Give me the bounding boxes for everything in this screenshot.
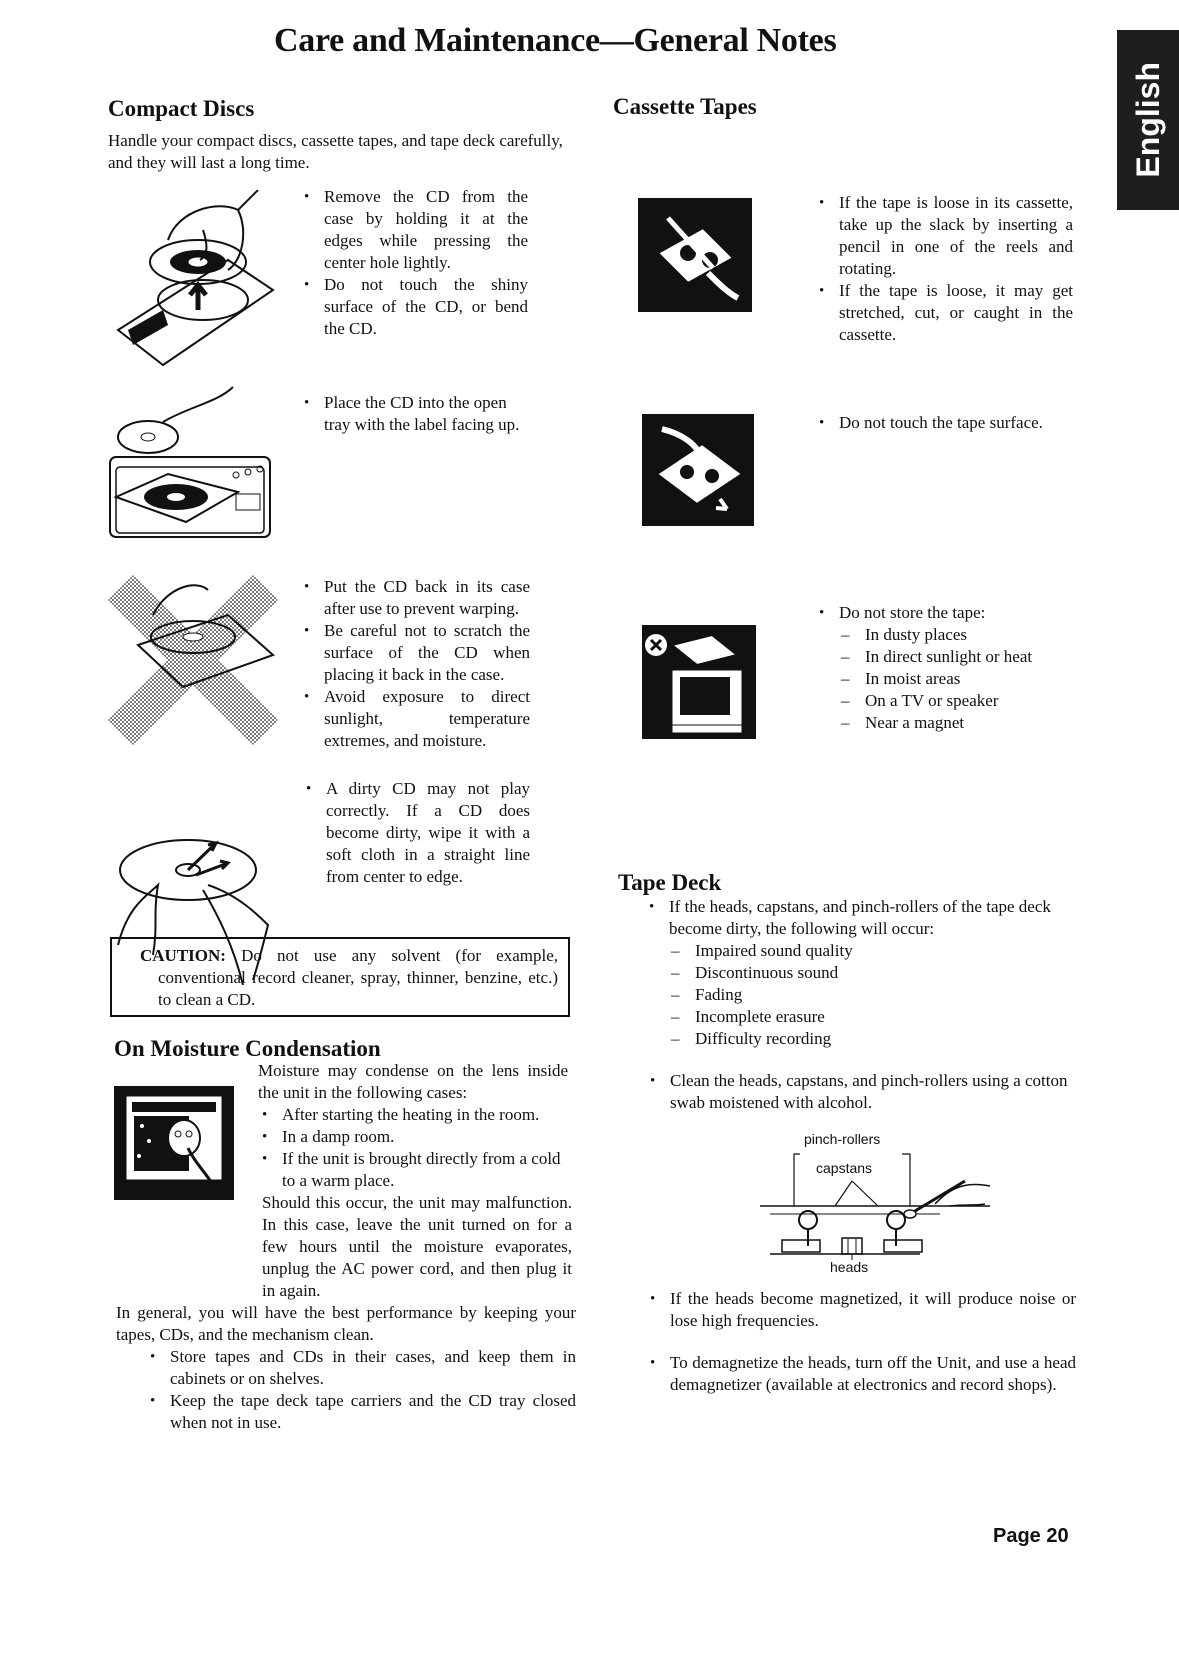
cassette-pencil-illustration (638, 198, 752, 312)
page-number: Page 20 (993, 1525, 1069, 1547)
compact-discs-heading: Compact Discs (108, 96, 255, 121)
list-item: – In moist areas (839, 668, 1077, 690)
cassette-storage-list (815, 602, 1077, 734)
moisture-illustration (114, 1086, 234, 1200)
tape-deck-dirty-list (645, 896, 1075, 1050)
list-item: – Difficulty recording (669, 1028, 1075, 1050)
caution-text: CAUTION: Do not use any solvent (for example, conventional record cleaner, spray, thinner, benzine, etc.) to clean a CD. (140, 946, 559, 1009)
caution-box (110, 937, 570, 1017)
list-item: • Keep the tape deck tape carriers and the CD tray closed when not in use. (146, 1390, 576, 1434)
list-item: – Discontinuous sound (669, 962, 1075, 984)
general-text: In general, you will have the best performance by keeping your tapes, CDs, and the mechanism clean. (116, 1303, 576, 1344)
cd-cleaning-list (302, 778, 530, 888)
general-list (146, 1346, 576, 1434)
cassette-tapes-heading: Cassette Tapes (613, 94, 757, 119)
language-tab (1117, 30, 1179, 210)
cassette-slack-list (815, 192, 1073, 346)
heads-label: heads (830, 1259, 869, 1275)
list-item: • If the heads become magnetized, it will produce noise or lose high frequencies. (646, 1288, 1076, 1332)
list-item: • If the unit is brought directly from a cold to a warm place. (258, 1148, 568, 1192)
cd-tray-illustration (108, 382, 278, 542)
compact-discs-intro: Handle your compact discs, cassette tapes, and tape deck carefully, and they will last a long time. (108, 131, 563, 172)
tape-deck-clean-list (646, 1070, 1076, 1114)
list-item: • If the tape is loose in its cassette, take up the slack by inserting a pencil in one of the reels and rotating. (815, 192, 1073, 280)
cassette-touch-list (815, 412, 1077, 434)
cd-removal-list (300, 186, 528, 340)
cassette-storage-illustration (642, 625, 756, 739)
list-item: • A dirty CD may not play correctly. If a CD does become dirty, wipe it with a soft cloth in a straight line from center to edge. (302, 778, 530, 888)
list-item (645, 896, 1075, 1050)
list-item: • After starting the heating in the room. (258, 1104, 568, 1126)
cd-removal-illustration (108, 190, 278, 370)
cd-tray-list (300, 392, 528, 436)
tape-head-diagram (760, 1126, 1000, 1281)
list-item: • Clean the heads, capstans, and pinch-rollers using a cotton swab moistened with alcohol. (646, 1070, 1076, 1114)
list-item: • Be careful not to scratch the surface of the CD when placing it back in the case. (300, 620, 530, 686)
list-item: – In direct sunlight or heat (839, 646, 1077, 668)
list-item: – Near a magnet (839, 712, 1077, 734)
cassette-touch-illustration (642, 414, 754, 526)
moisture-cases-list (258, 1104, 568, 1192)
list-item: – On a TV or speaker (839, 690, 1077, 712)
list-item: – In dusty places (839, 624, 1077, 646)
list-item: – Incomplete erasure (669, 1006, 1075, 1028)
list-item: – Fading (669, 984, 1075, 1006)
tape-deck-demagnetize-list (646, 1352, 1076, 1396)
list-item: • Do not touch the tape surface. (815, 412, 1077, 434)
list-item: • Do not touch the shiny surface of the CD, or bend the CD. (300, 274, 528, 340)
storage-places-list (839, 624, 1077, 734)
capstans-label: capstans (816, 1160, 873, 1176)
tape-deck-heading: Tape Deck (618, 870, 722, 895)
cd-storage-illustration (108, 575, 278, 745)
caution-label: CAUTION: (140, 946, 226, 965)
list-item: • In a damp room. (258, 1126, 568, 1148)
dirty-effects-list (669, 940, 1075, 1050)
moisture-after: Should this occur, the unit may malfunction. In this case, leave the unit turned on for a few hours until the moisture evaporates, unplug the AC power cord, and then plug it in again. (262, 1193, 572, 1300)
pinch-rollers-label: pinch-rollers (804, 1131, 881, 1147)
list-item: • Put the CD back in its case after use to prevent warping. (300, 576, 530, 620)
tape-deck-magnetized-list (646, 1288, 1076, 1332)
cd-storage-list (300, 576, 530, 752)
list-item: • Place the CD into the open tray with the label facing up. (300, 392, 528, 436)
language-tab-label: English (1129, 62, 1166, 178)
list-item: • Avoid exposure to direct sunlight, temperature extremes, and moisture. (300, 686, 530, 752)
dirty-lead: If the heads, capstans, and pinch-rollers of the tape deck become dirty, the following will occur: (669, 897, 1051, 938)
list-item: • If the tape is loose, it may get stretched, cut, or caught in the cassette. (815, 280, 1073, 346)
page-title: Care and Maintenance—General Notes (274, 22, 837, 59)
storage-lead: Do not store the tape: (839, 603, 986, 622)
list-item (815, 602, 1077, 734)
list-item: • Remove the CD from the case by holding it at the edges while pressing the center hole lightly. (300, 186, 528, 274)
list-item: • Store tapes and CDs in their cases, and keep them in cabinets or on shelves. (146, 1346, 576, 1390)
moisture-heading: On Moisture Condensation (114, 1036, 381, 1061)
list-item: • To demagnetize the heads, turn off the Unit, and use a head demagnetizer (available at electronics and record shops). (646, 1352, 1076, 1396)
moisture-intro: Moisture may condense on the lens inside the unit in the following cases: (258, 1061, 568, 1102)
list-item: – Impaired sound quality (669, 940, 1075, 962)
